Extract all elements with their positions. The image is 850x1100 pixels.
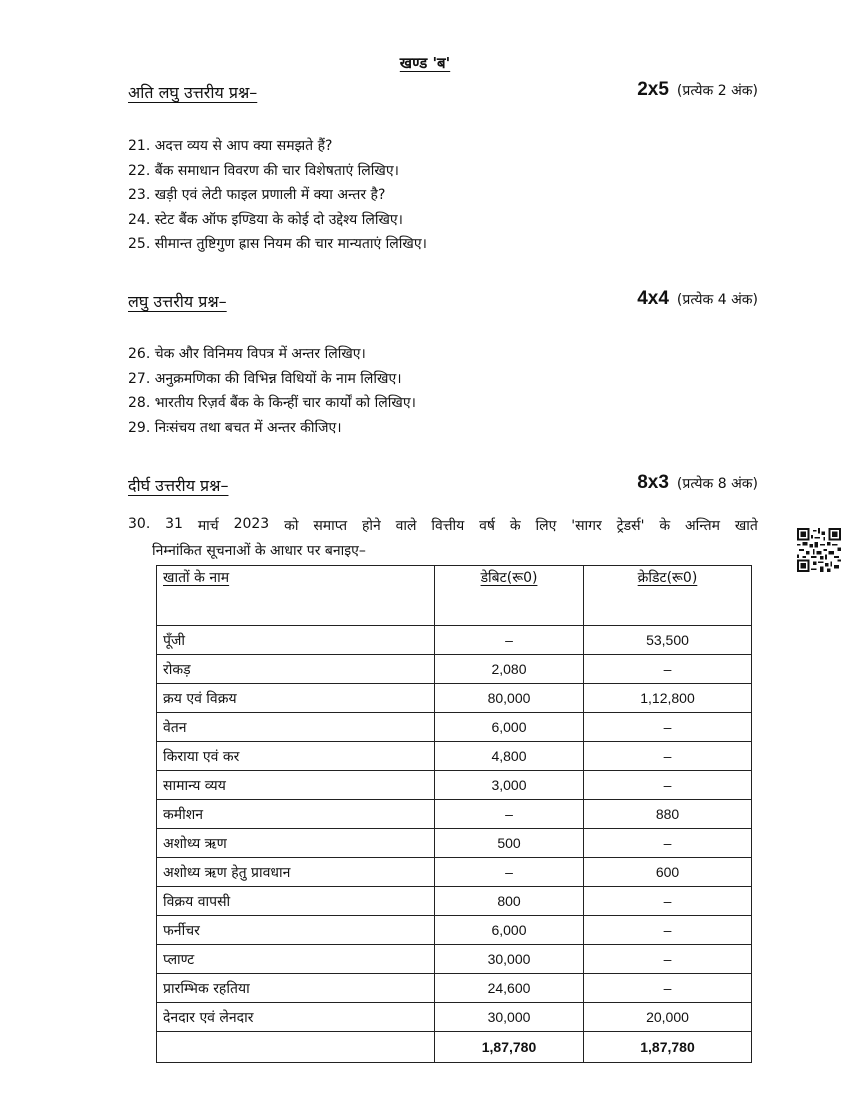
table-row [157, 858, 752, 887]
qr-code-icon [797, 528, 841, 572]
debit-amount: 3,000 [435, 771, 584, 800]
word: 2023 [233, 516, 270, 532]
account-name: अशोध्य ऋण हेतु प्रावधान [157, 858, 435, 887]
table-row [157, 1003, 752, 1032]
debit-amount: 24,600 [435, 974, 584, 1003]
debit-amount: 800 [435, 887, 584, 916]
account-name: विक्रय वापसी [157, 887, 435, 916]
credit-amount: – [584, 974, 752, 1003]
credit-amount: – [584, 713, 752, 742]
word: मार्च [197, 518, 219, 534]
account-name: पूँजी [157, 626, 435, 655]
table-row [157, 829, 752, 858]
question-item: 25. सीमान्त तुष्टिगुण ह्रास नियम की चार मान्यताएं लिखिए। [128, 236, 427, 252]
table-row [157, 887, 752, 916]
section-marks [637, 79, 758, 101]
question-item: 23. खड़ी एवं लेटी फाइल प्रणाली में क्या अन्तर है? [128, 187, 386, 203]
credit-amount: – [584, 829, 752, 858]
table-row [157, 655, 752, 684]
question-30 [128, 516, 758, 560]
word: 31 [165, 516, 183, 532]
credit-amount: – [584, 887, 752, 916]
debit-amount: 500 [435, 829, 584, 858]
total-debit: 1,87,780 [435, 1032, 584, 1063]
section-very-short-header [128, 81, 758, 107]
account-name: रोकड़ [157, 655, 435, 684]
section-title: दीर्घ उत्तरीय प्रश्न– [128, 476, 229, 495]
credit-amount: – [584, 945, 752, 974]
header-debit: डेबिट(रू0) [435, 566, 584, 626]
credit-amount: – [584, 916, 752, 945]
question-30-line2: निम्नांकित सूचनाओं के आधार पर बनाइए– [152, 543, 366, 559]
debit-amount: 2,080 [435, 655, 584, 684]
account-name: देनदार एवं लेनदार [157, 1003, 435, 1032]
section-long-header [128, 474, 758, 500]
header-account-name: खातों के नाम [157, 566, 435, 626]
question-item: 27. अनुक्रमणिका की विभिन्न विधियों के नाम लिखिए। [128, 370, 402, 387]
section-heading: खण्ड 'ब' [399, 54, 451, 72]
word: ट्रेडर्स' [616, 518, 645, 534]
section-marks [637, 472, 758, 494]
table-row [157, 684, 752, 713]
word: लिए [535, 518, 557, 534]
question-item: 21. अदत्त व्यय से आप क्या समझते हैं? [128, 138, 333, 154]
account-name: क्रय एवं विक्रय [157, 684, 435, 713]
total-label [157, 1032, 435, 1063]
word: समाप्त [313, 518, 348, 534]
account-name: फर्नीचर [157, 916, 435, 945]
marks-value: 4x4 [637, 288, 669, 309]
credit-amount: – [584, 655, 752, 684]
debit-amount: 6,000 [435, 713, 584, 742]
debit-amount: 80,000 [435, 684, 584, 713]
table-row [157, 771, 752, 800]
marks-note: (प्रत्येक 2 अंक) [676, 83, 758, 99]
section-short-header [128, 290, 758, 316]
table-row [157, 974, 752, 1003]
word: 'सागर [571, 518, 602, 534]
total-credit: 1,87,780 [584, 1032, 752, 1063]
debit-amount: 30,000 [435, 1003, 584, 1032]
table-header-row [157, 566, 752, 626]
debit-amount: – [435, 858, 584, 887]
credit-amount: 20,000 [584, 1003, 752, 1032]
word: के [659, 518, 671, 534]
credit-amount: – [584, 771, 752, 800]
account-name: सामान्य व्यय [157, 771, 435, 800]
header-credit: क्रेडिट(रू0) [584, 566, 752, 626]
marks-note: (प्रत्येक 8 अंक) [676, 476, 758, 492]
debit-amount: 4,800 [435, 742, 584, 771]
word: अन्तिम [684, 518, 720, 534]
word: के [509, 518, 521, 534]
table-row [157, 626, 752, 655]
credit-amount: – [584, 742, 752, 771]
account-name: वेतन [157, 713, 435, 742]
question-list-very-short [128, 136, 768, 259]
word: खाते [734, 518, 758, 534]
table-row [157, 916, 752, 945]
word: वाले [395, 518, 417, 534]
debit-amount: – [435, 800, 584, 829]
table-row [157, 945, 752, 974]
question-item: 26. चेक और विनिमय विपत्र में अन्तर लिखिए। [128, 346, 366, 362]
table-total-row [157, 1032, 752, 1063]
debit-amount: 30,000 [435, 945, 584, 974]
account-name: प्लाण्ट [157, 945, 435, 974]
question-item: 28. भारतीय रिज़र्व बैंक के किन्हीं चार कार्यों को लिखिए। [128, 395, 416, 411]
credit-amount: 1,12,800 [584, 684, 752, 713]
word: होने [361, 518, 381, 534]
credit-amount: 880 [584, 800, 752, 829]
account-name: प्रारम्भिक रहतिया [157, 974, 435, 1003]
word: वर्ष [479, 518, 495, 534]
question-item: 24. स्टेट बैंक ऑफ इण्डिया के कोई दो उद्देश्य लिखिए। [128, 211, 403, 228]
account-name: अशोध्य ऋण [157, 829, 435, 858]
table-row [157, 742, 752, 771]
credit-amount: 53,500 [584, 626, 752, 655]
word: वित्तीय [431, 518, 465, 534]
debit-amount: – [435, 626, 584, 655]
section-marks [637, 288, 758, 310]
marks-note: (प्रत्येक 4 अंक) [676, 292, 758, 308]
credit-amount: 600 [584, 858, 752, 887]
table-row [157, 713, 752, 742]
account-name: कमीशन [157, 800, 435, 829]
section-title: लघु उत्तरीय प्रश्न– [128, 292, 227, 311]
question-item: 29. निःसंचय तथा बचत में अन्तर कीजिए। [128, 419, 342, 436]
account-name: किराया एवं कर [157, 742, 435, 771]
trial-balance-table [156, 565, 752, 1063]
question-list-short [128, 344, 768, 442]
word: को [284, 518, 299, 534]
question-item: 22. बैंक समाधान विवरण की चार विशेषताएं लिखिए। [128, 162, 399, 179]
question-30-line1 [128, 516, 758, 535]
section-title: अति लघु उत्तरीय प्रश्न– [128, 83, 258, 102]
table-row [157, 800, 752, 829]
debit-amount: 6,000 [435, 916, 584, 945]
question-number: 30. [128, 516, 151, 532]
marks-value: 2x5 [637, 79, 669, 100]
marks-value: 8x3 [637, 472, 669, 493]
